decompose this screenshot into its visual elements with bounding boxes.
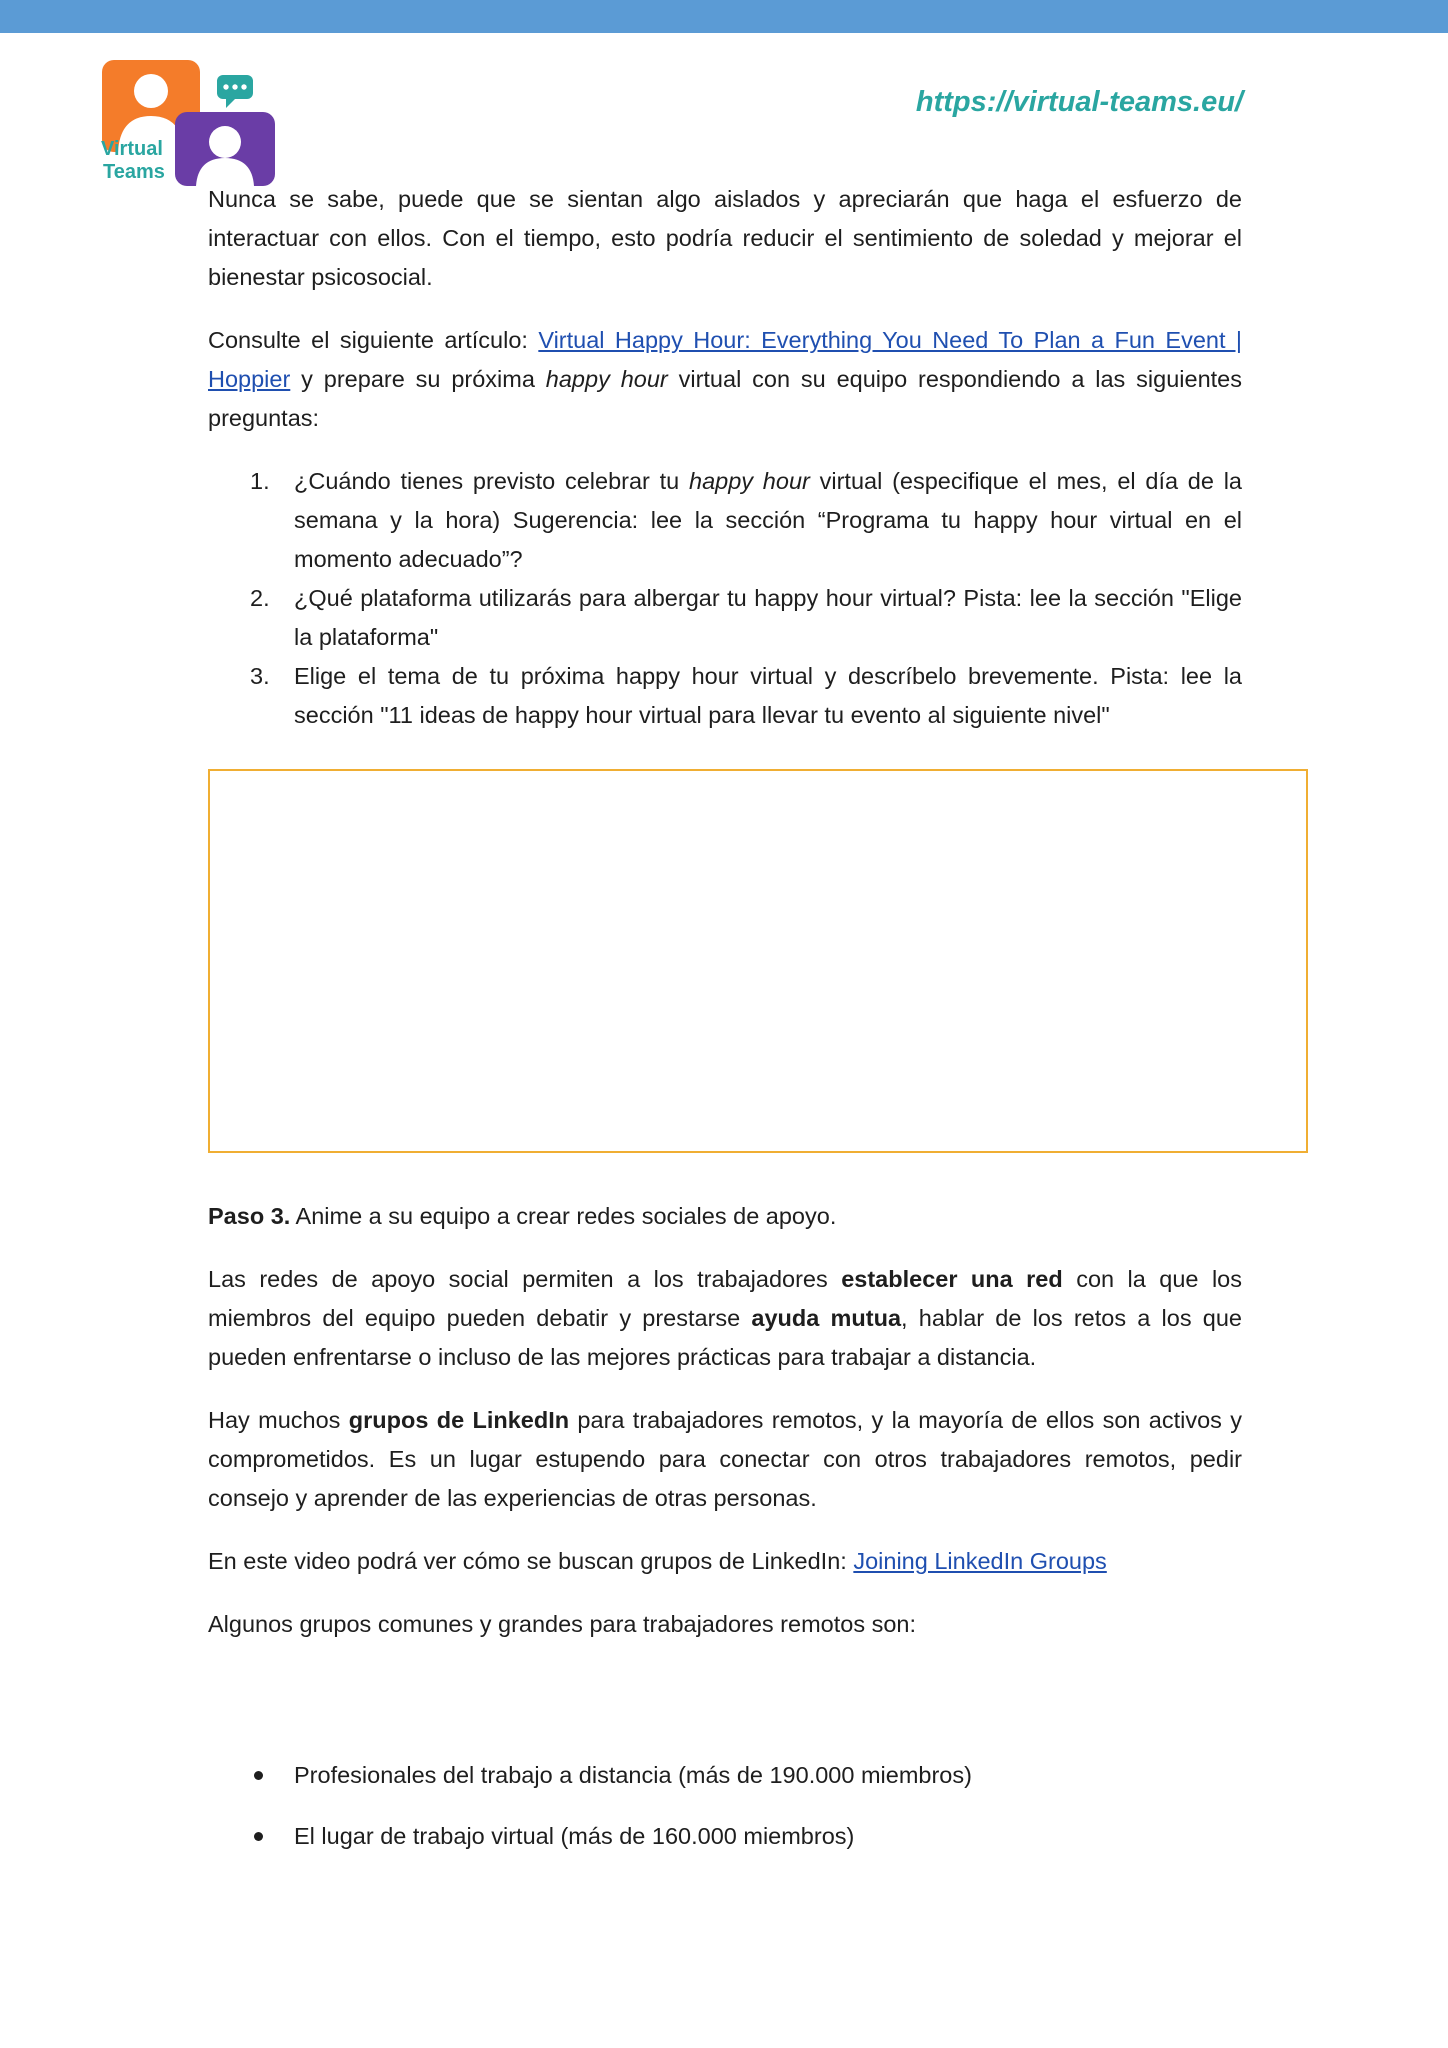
- logo-text-teams: Teams: [103, 161, 165, 183]
- question-italic: happy hour: [689, 468, 810, 494]
- article-link[interactable]: Virtual Happy Hour: Everything You Need To Plan a Fun Event | Hoppier: [208, 327, 1242, 392]
- question-item: [208, 462, 1242, 579]
- networks-bold-2: ayuda mutua: [751, 1305, 902, 1331]
- linkedin-bold: grupos de LinkedIn: [348, 1407, 570, 1433]
- top-bar: [0, 0, 1448, 33]
- article-tail-text: virtual con su equipo respondiendo a las siguientes preguntas:: [208, 366, 1242, 431]
- question-text: ¿Cuándo tienes previsto celebrar tu: [294, 468, 690, 494]
- happy-hour-italic: happy hour: [545, 366, 668, 392]
- bullet-icon: [254, 1771, 263, 1780]
- article-paragraph: [208, 321, 1242, 438]
- groups-intro: Algunos grupos comunes y grandes para trabajadores remotos son:: [208, 1611, 917, 1637]
- question-number: 2.: [250, 585, 270, 611]
- header-url[interactable]: https://virtual-teams.eu/: [915, 86, 1243, 118]
- linkedin-text-1: Hay muchos: [208, 1407, 349, 1433]
- question-item: [208, 657, 1242, 735]
- video-paragraph: [208, 1542, 1242, 1581]
- intro-paragraph: Nunca se sabe, puede que se sientan algo aislados y apreciarán que haga el esfuerzo de interactuar con ellos. Con el tiempo, esto podría reducir el sentimiento de soledad y mejorar el bienestar psicosocial.: [208, 186, 1242, 290]
- questions-list: [208, 462, 1242, 735]
- networks-text-3: , hablar de los retos a los que pueden enfrentarse o incluso de las mejores prácticas para trabajar a distancia.: [208, 1305, 1242, 1370]
- linkedin-text-2: para trabajadores remotos, y la mayoría de ellos son activos y comprometidos. Es un lugar estupendo para conectar con otros trabajadores remotos, pedir consejo y aprender de las experiencias de otras personas.: [208, 1407, 1243, 1511]
- article-mid-text: y prepare su próxima: [290, 366, 546, 392]
- linkedin-paragraph: [208, 1401, 1242, 1518]
- step3-paragraph: [208, 1197, 1242, 1236]
- chat-bubble-icon: [217, 75, 253, 108]
- groups-list: [208, 1756, 1242, 1856]
- question-number: 1.: [250, 468, 270, 494]
- question-number: 3.: [250, 663, 270, 689]
- networks-text-2: con la que los miembros del equipo pueden debatir y prestarse: [208, 1266, 1242, 1331]
- list-item: [208, 1756, 1242, 1795]
- virtual-teams-logo: [100, 58, 280, 188]
- video-text: En este video podrá ver cómo se buscan grupos de LinkedIn:: [208, 1548, 854, 1574]
- networks-text-1: Las redes de apoyo social permiten a los trabajadores: [208, 1266, 842, 1292]
- step3-label: Paso 3.: [208, 1203, 291, 1229]
- group-text: El lugar de trabajo virtual (más de 160.000 miembros): [294, 1823, 855, 1849]
- bullet-icon: [254, 1832, 263, 1841]
- networks-bold-1: establecer una red: [841, 1266, 1063, 1292]
- video-link[interactable]: Joining LinkedIn Groups: [853, 1548, 1107, 1574]
- networks-paragraph: [208, 1260, 1242, 1377]
- step3-text: Anime a su equipo a crear redes sociales de apoyo.: [290, 1203, 837, 1229]
- article-lead-text: Consulte el siguiente artículo:: [208, 327, 539, 353]
- list-item: [208, 1817, 1242, 1856]
- group-text: Profesionales del trabajo a distancia (más de 190.000 miembros): [294, 1762, 972, 1788]
- question-text-tail: virtual (especifique el mes, el día de la semana y la hora) Sugerencia: lee la sección “Programa tu happy hour virtual en el momento adecuado”?: [294, 468, 1243, 572]
- question-text: Elige el tema de tu próxima happy hour virtual y descríbelo brevemente. Pista: lee la sección "11 ideas de happy hour virtual para llevar tu evento al siguiente nivel": [294, 663, 1242, 728]
- question-item: [208, 579, 1242, 657]
- document-body: [208, 180, 1242, 1878]
- answer-box[interactable]: [208, 769, 1308, 1153]
- question-text: ¿Qué plataforma utilizarás para albergar tu happy hour virtual? Pista: lee la sección "Elige la plataforma": [294, 585, 1242, 650]
- logo-text-virtual: Virtual: [101, 138, 163, 160]
